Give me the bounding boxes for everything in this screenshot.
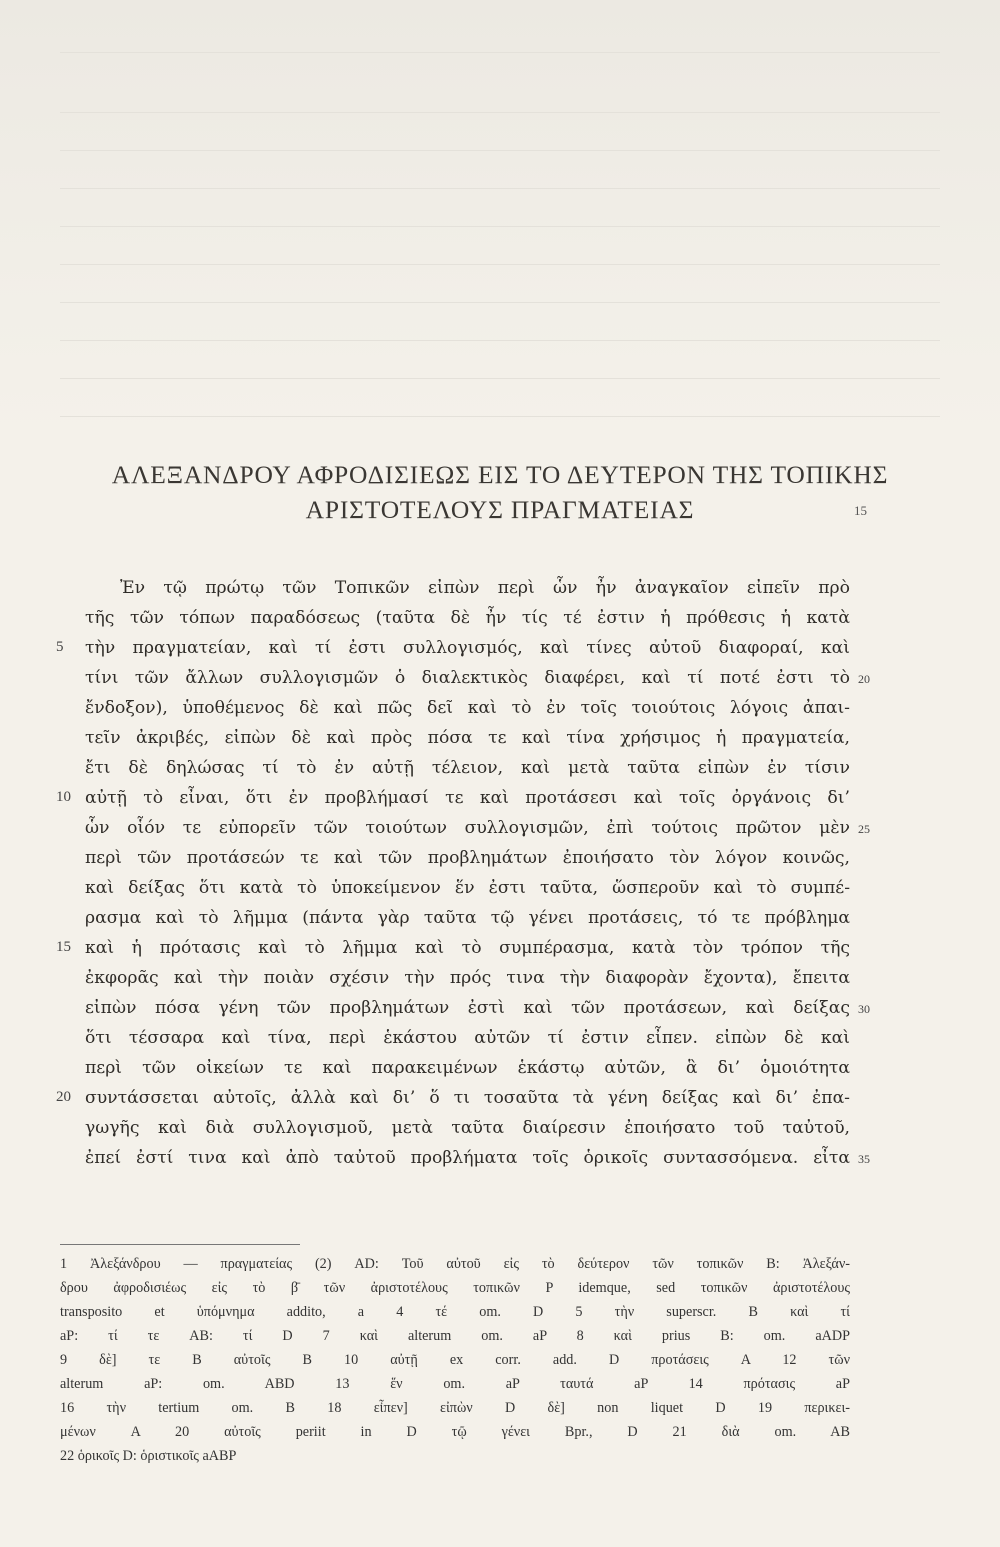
line-text: ὅτι τέσσαρα καὶ τίνα, περὶ ἑκάστου αὐτῶν τί ἐστιν εἶπεν. εἰπὼν δὲ καὶ bbox=[85, 1028, 850, 1048]
footnote-line bbox=[0, 1280, 1000, 1304]
text-line bbox=[0, 758, 1000, 788]
bleed-through-line bbox=[60, 112, 940, 113]
text-line bbox=[0, 1028, 1000, 1058]
footnote-text: 22 ὁρικοῖς D: ὁριστικοῖς aABP bbox=[60, 1448, 237, 1464]
text-line bbox=[0, 1118, 1000, 1148]
text-line bbox=[0, 608, 1000, 638]
line-text: ὧν οἷόν τε εὐπορεῖν τῶν τοιούτων συλλογισμῶν, ἐπὶ τούτοις πρῶτον μὲν bbox=[85, 818, 850, 838]
left-line-number: 15 bbox=[56, 939, 71, 955]
footnote-text: μένων A 20 αὐτοῖς periit in D τῷ γένει Bpr., D 21 διὰ om. AB bbox=[60, 1424, 850, 1440]
footnote-line bbox=[0, 1256, 1000, 1280]
text-line bbox=[0, 848, 1000, 878]
text-line bbox=[0, 728, 1000, 758]
line-text: ἐπεί ἐστί τινα καὶ ἀπὸ ταὐτοῦ προβλήματα τοῖς ὁρικοῖς συντασσόμενα. εἶτα bbox=[85, 1148, 850, 1168]
footnote-text: 16 τὴν tertium om. B 18 εἶπεν] εἰπὼν D δὲ] non liquet D 19 περικει- bbox=[60, 1400, 850, 1416]
line-text: Ἐν τῷ πρώτῳ τῶν Τοπικῶν εἰπὼν περὶ ὧν ἦν ἀναγκαῖον εἰπεῖν πρὸ bbox=[120, 578, 850, 598]
footnote-text: alterum aP: om. ABD 13 ἕν om. aP ταυτά aP 14 πρότασις aP bbox=[60, 1376, 850, 1392]
text-line bbox=[0, 578, 1000, 608]
line-text: συντάσσεται αὐτοῖς, ἀλλὰ καὶ δι’ ὅ τι τοσαῦτα τὰ γένη δείξας καὶ δι’ ἐπα- bbox=[85, 1088, 850, 1108]
text-line bbox=[0, 1088, 1000, 1118]
right-line-number: 35 bbox=[858, 1152, 870, 1166]
footnote-line bbox=[0, 1448, 1000, 1472]
line-text: τίνι τῶν ἄλλων συλλογισμῶν ὁ διαλεκτικὸς διαφέρει, καὶ τί ποτέ ἐστι τὸ bbox=[85, 668, 850, 688]
bleed-through-line bbox=[60, 302, 940, 303]
footnote-line bbox=[0, 1352, 1000, 1376]
footnote-text: 9 δὲ] τε B αὐτοῖς B 10 αὐτῇ ex corr. add. D προτάσεις A 12 τῶν bbox=[60, 1352, 850, 1368]
footnote-line bbox=[0, 1304, 1000, 1328]
left-line-number: 5 bbox=[56, 639, 64, 655]
footnote-text: δρου ἀφροδισιέως εἰς τὸ β̄ τῶν ἀριστοτέλους τοπικῶν P idemque, sed τοπικῶν ἀριστοτέλους bbox=[60, 1280, 850, 1296]
text-line bbox=[0, 818, 1000, 848]
text-line bbox=[0, 1058, 1000, 1088]
text-line bbox=[0, 878, 1000, 908]
line-text: εἰπὼν πόσα γένη τῶν προβλημάτων ἐστὶ καὶ τῶν προτάσεων, καὶ δείξας bbox=[85, 998, 850, 1018]
line-text: τεῖν ἀκριβές, εἰπὼν δὲ καὶ πρὸς πόσα τε καὶ τίνα χρήσιμος ἡ πραγματεία, bbox=[85, 728, 850, 748]
text-line bbox=[0, 938, 1000, 968]
text-line bbox=[0, 698, 1000, 728]
line-text: καὶ ἡ πρότασις καὶ τὸ λῆμμα καὶ τὸ συμπέρασμα, κατὰ τὸν τρόπον τῆς bbox=[85, 938, 850, 958]
bleed-through-line bbox=[60, 188, 940, 189]
line-text: περὶ τῶν προτάσεών τε καὶ τῶν προβλημάτων ἐποιήσατο τὸν λόγον κοινῶς, bbox=[85, 848, 850, 868]
bleed-through-area bbox=[0, 0, 1000, 440]
footnote-divider bbox=[60, 1244, 300, 1245]
footnote-line bbox=[0, 1376, 1000, 1400]
footnote-line bbox=[0, 1424, 1000, 1448]
line-text: ἐκφορᾶς καὶ τὴν ποιὰν σχέσιν τὴν πρός τινα τὴν διαφορὰν ἔχοντα), ἔπειτα bbox=[85, 968, 850, 988]
text-line bbox=[0, 638, 1000, 668]
bleed-through-line bbox=[60, 52, 940, 53]
footnote-text: 1 Ἀλεξάνδρου — πραγματείας (2) AD: Τοῦ αὐτοῦ εἰς τὸ δεύτερον τῶν τοπικῶν B: Ἀλεξάν- bbox=[60, 1256, 850, 1272]
text-line bbox=[0, 908, 1000, 938]
text-line bbox=[0, 788, 1000, 818]
text-line bbox=[0, 1148, 1000, 1178]
line-text: τῆς τῶν τόπων παραδόσεως (ταῦτα δὲ ἦν τίς τέ ἐστιν ἡ πρόθεσις ἡ κατὰ bbox=[85, 608, 850, 628]
footnote-text: aP: τί τε AB: τί D 7 καὶ alterum om. aP 8 καὶ prius B: om. aADP bbox=[60, 1328, 850, 1344]
bleed-through-line bbox=[60, 226, 940, 227]
bleed-through-line bbox=[60, 378, 940, 379]
text-line bbox=[0, 998, 1000, 1028]
bleed-through-line bbox=[60, 416, 940, 417]
right-line-number: 20 bbox=[858, 672, 870, 686]
line-text: αὐτῇ τὸ εἶναι, ὅτι ἐν προβλήμασί τε καὶ προτάσεσι καὶ τοῖς ὀργάνοις δι’ bbox=[85, 788, 850, 808]
page-title-line-1: ΑΛΕΞΑΝΔΡΟΥ ΑΦΡΟΔΙΣΙΕΩΣ ΕΙΣ ΤΟ ΔΕΥΤΕΡΟΝ ΤΗΣ ΤΟΠΙΚΗΣ bbox=[111, 460, 889, 489]
text-line bbox=[0, 668, 1000, 698]
bleed-through-line bbox=[60, 340, 940, 341]
page-title-line-2: ΑΡΙΣΤΟΤΕΛΟΥΣ ΠΡΑΓΜΑΤΕΙΑΣ bbox=[305, 495, 695, 524]
line-text: ἔνδοξον), ὑποθέμενος δὲ καὶ πῶς δεῖ καὶ τὸ ἐν τοῖς τοιούτοις λόγοις ἀπαι- bbox=[85, 698, 850, 718]
bleed-through-line bbox=[60, 150, 940, 151]
right-line-number: 30 bbox=[858, 1002, 870, 1016]
left-line-number: 10 bbox=[56, 789, 71, 805]
right-line-number: 25 bbox=[858, 822, 870, 836]
line-text: περὶ τῶν οἰκείων τε καὶ παρακειμένων ἑκάστῳ αὐτῶν, ἃ δι’ ὁμοιότητα bbox=[85, 1058, 850, 1078]
footnote-line bbox=[0, 1400, 1000, 1424]
line-text: καὶ δείξας ὅτι κατὰ τὸ ὑποκείμενον ἕν ἐστι ταῦτα, ὥσπεροῦν καὶ τὸ συμπέ- bbox=[85, 878, 850, 898]
text-line bbox=[0, 968, 1000, 998]
line-text: ρασμα καὶ τὸ λῆμμα (πάντα γὰρ ταῦτα τῷ γένει προτάσεις, τό τε πρόβλημα bbox=[85, 908, 850, 928]
line-text: ἔτι δὲ δηλώσας τί τὸ ἐν αὐτῇ τέλειον, καὶ μετὰ ταῦτα εἰπὼν ἐν τίσιν bbox=[85, 758, 850, 778]
bleed-through-line bbox=[60, 264, 940, 265]
footnote-text: transposito et ὑπόμνημα addito, a 4 τέ om. D 5 τὴν superscr. B καὶ τί bbox=[60, 1304, 850, 1320]
title-line-number: 15 bbox=[854, 503, 867, 518]
footnote-line bbox=[0, 1328, 1000, 1352]
line-text: γωγῆς καὶ διὰ συλλογισμοῦ, μετὰ ταῦτα διαίρεσιν ἐποιήσατο τοῦ ταὐτοῦ, bbox=[85, 1118, 850, 1138]
line-text: τὴν πραγματείαν, καὶ τί ἐστι συλλογισμός, καὶ τίνες αὐτοῦ διαφοραί, καὶ bbox=[85, 638, 850, 658]
left-line-number: 20 bbox=[56, 1089, 71, 1105]
